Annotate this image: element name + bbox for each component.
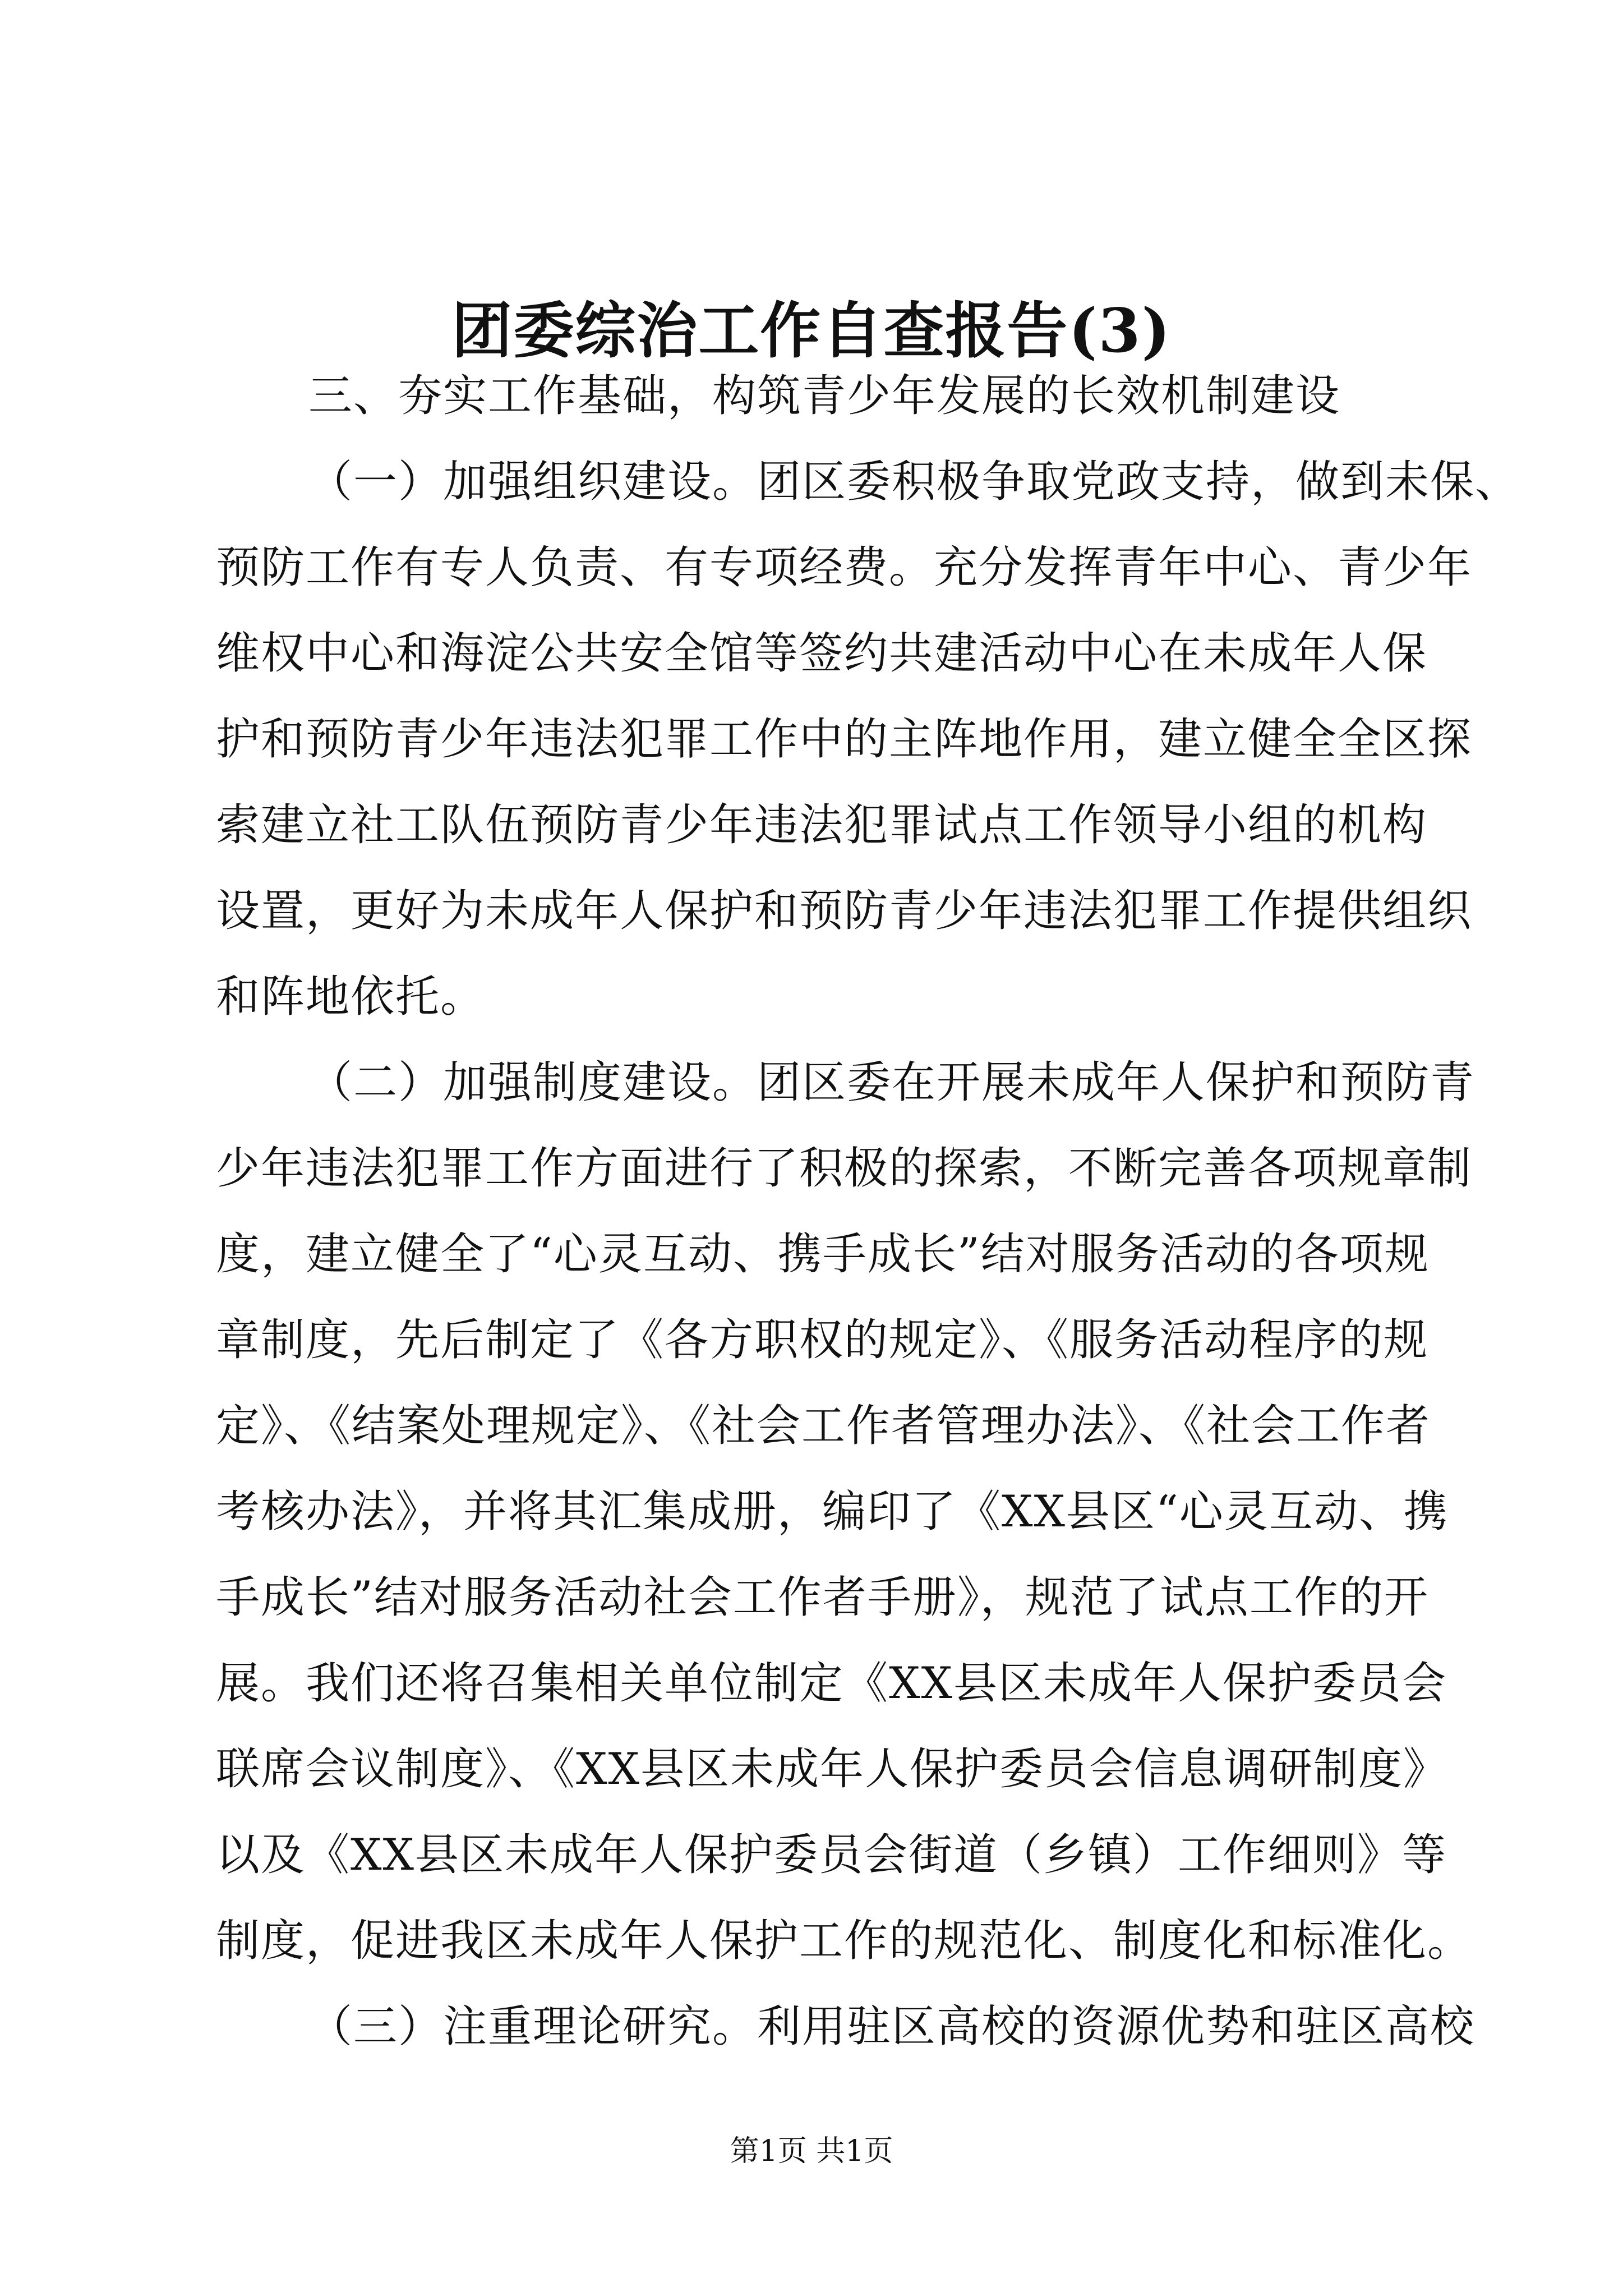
body-line: （一）加强组织建设。团区委积极争取党政支持，做到未保、 xyxy=(308,457,1520,507)
body-line: 制度，促进我区未成年人保护工作的规范化、制度化和标准化。 xyxy=(216,1916,1473,1966)
body-line: 以及《XX县区未成年人保护委员会街道（乡镇）工作细则》等 xyxy=(216,1830,1447,1880)
body-line: 章制度，先后制定了《各方职权的规定》、《服务活动程序的规 xyxy=(216,1315,1429,1365)
body-line: 维权中心和海淀公共安全馆等签约共建活动中心在未成年人保 xyxy=(216,628,1428,679)
document-body xyxy=(216,353,1520,2070)
body-line: 定》、《结案处理规定》、《社会工作者管理办法》、《社会工作者 xyxy=(216,1401,1431,1451)
body-line: 设置，更好为未成年人保护和预防青少年违法犯罪工作提供组织 xyxy=(216,886,1473,936)
body-line: 手成长”结对服务活动社会工作者手册》，规范了试点工作的开 xyxy=(216,1572,1429,1623)
body-line: （二）加强制度建设。团区委在开展未成年人保护和预防青 xyxy=(308,1057,1476,1108)
body-line: 和阵地依托。 xyxy=(216,972,486,1022)
body-line: 展。我们还将召集相关单位制定《XX县区未成年人保护委员会 xyxy=(216,1658,1447,1709)
body-line: 护和预防青少年违法犯罪工作中的主阵地作用，建立健全全区探 xyxy=(216,714,1473,765)
body-line: 少年违法犯罪工作方面进行了积极的探索，不断完善各项规章制 xyxy=(216,1143,1473,1194)
body-line: 预防工作有专人负责、有专项经费。充分发挥青年中心、青少年 xyxy=(216,542,1473,593)
body-line: （三）注重理论研究。利用驻区高校的资源优势和驻区高校 xyxy=(308,2001,1476,2052)
body-line: 度，建立健全了“心灵互动、携手成长”结对服务活动的各项规 xyxy=(216,1229,1430,1280)
page-number-footer: 第1页 共1页 xyxy=(730,2134,893,2168)
body-line: 联席会议制度》、《XX县区未成年人保护委员会信息调研制度》 xyxy=(216,1744,1449,1795)
document-title: 团委综治工作自查报告(3) xyxy=(451,296,1172,366)
body-line: 考核办法》，并将其汇集成册，编印了《XX县区“心灵互动、携 xyxy=(216,1487,1449,1537)
section-heading: 三、夯实工作基础，构筑青少年发展的长效机制建设 xyxy=(308,371,1341,421)
body-line: 索建立社工队伍预防青少年违法犯罪试点工作领导小组的机构 xyxy=(216,800,1428,850)
